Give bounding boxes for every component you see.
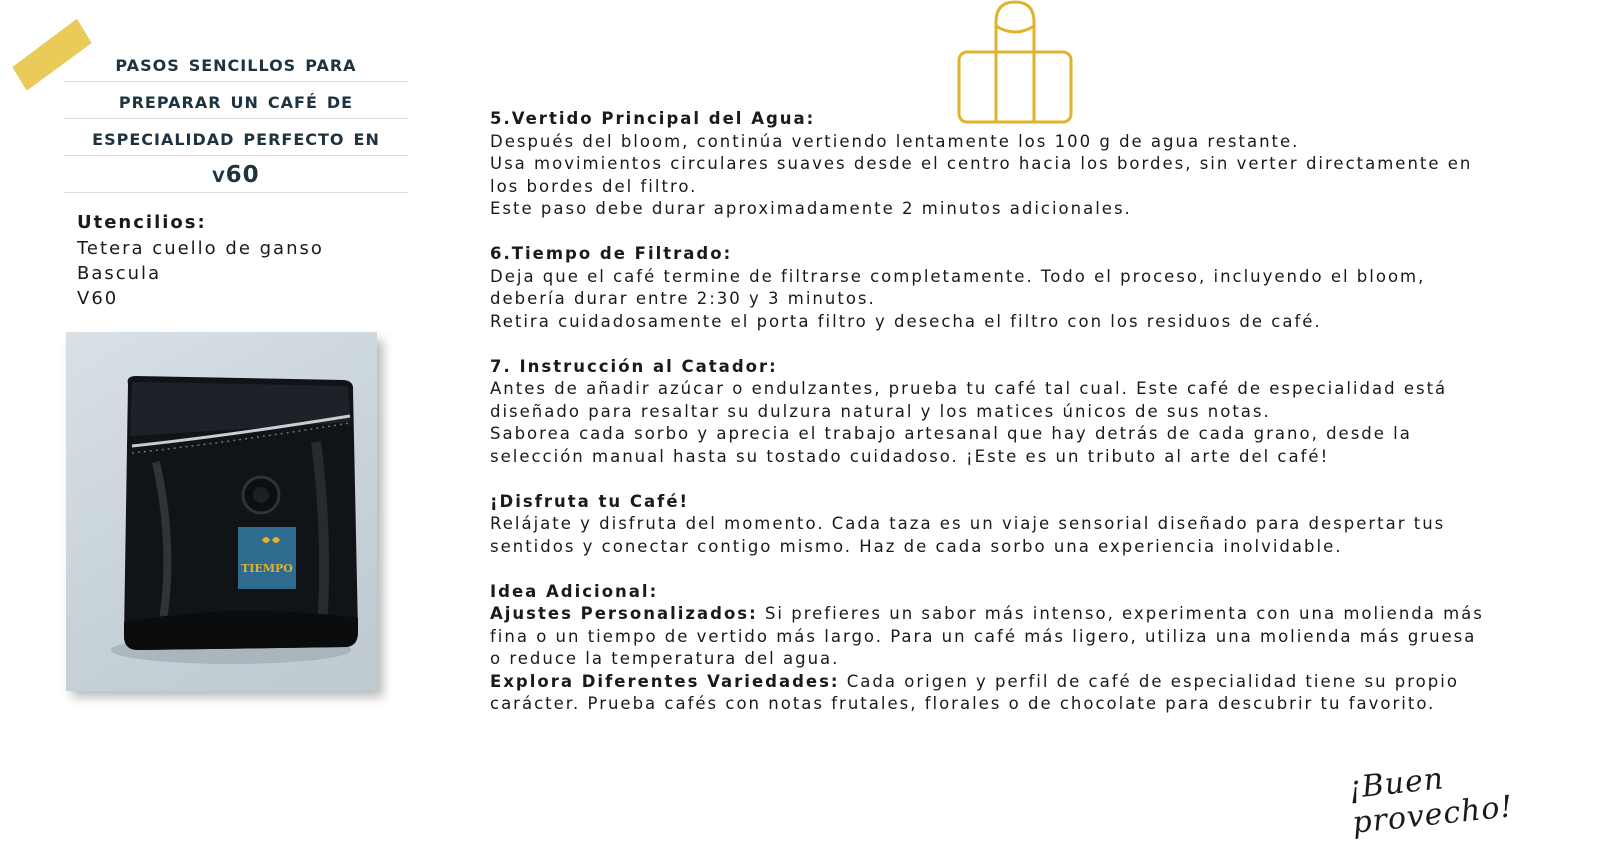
signature-text: ¡Buen provecho! (1347, 761, 1516, 841)
utensil-item: V60 (77, 288, 119, 309)
utensil-item: Tetera cuello de ganso (77, 238, 324, 259)
bag-brand-text: TIEMPO (241, 562, 293, 575)
utensils-list (77, 210, 324, 311)
idea-text: Si prefieres un sabor más intenso, experimenta con una molienda más fina o un tiempo de vertido más largo. Para un café más ligero, utiliza una molienda más gruesa o reduce la temperatura del agua. (490, 604, 1484, 668)
section-line: Antes de añadir azúcar o endulzantes, prueba tu café tal cual. Este café de especialidad está diseñado para resaltar su dulzura natural y los matices únicos de sus notas. (490, 379, 1448, 421)
idea-text: Cada origen y perfil de café de especialidad tiene su propio carácter. Prueba cafés con notas frutales, florales o de chocolate para descubrir tu favorito. (490, 671, 1459, 713)
title-block (64, 46, 408, 194)
utensil-item: Bascula (77, 263, 162, 284)
section-line: Relájate y disfruta del momento. Cada taza es un viaje sensorial diseñado para despertar tus sentidos y conectar contigo mismo. Haz de cada sorbo una experiencia inolvidable. (490, 514, 1446, 556)
section-line: Deja que el café termine de filtrarse completamente. Todo el proceso, incluyendo el bloom, debería durar entre 2:30 y 3 minutos. (490, 266, 1426, 308)
coffee-bag-image (66, 332, 377, 691)
section-line: Este paso debe durar aproximadamente 2 minutos adicionales. (490, 199, 1132, 218)
instructions-content (490, 108, 1490, 738)
section-heading: 7. Instrucción al Catador: (490, 356, 778, 376)
section-heading: 6.Tiempo de Filtrado: (490, 244, 733, 263)
section-6 (490, 243, 1490, 333)
section-heading: 5.Vertido Principal del Agua: (490, 109, 816, 128)
idea-label: Ajustes Personalizados: (490, 604, 758, 623)
section-line: Usa movimientos circulares suaves desde el centro hacia los bordes, sin verter directamente en los bordes del filtro. (490, 154, 1473, 196)
section-line: Retira cuidadosamente el porta filtro y desecha el filtro con los residuos de café. (490, 311, 1322, 331)
section-enjoy (490, 491, 1490, 559)
coffee-bag-photo (66, 332, 377, 689)
section-7 (490, 356, 1490, 469)
section-heading: ¡Disfruta tu Café! (490, 491, 690, 511)
section-idea (490, 581, 1490, 716)
utensils-heading: Utencilios: (77, 212, 207, 233)
section-5 (490, 108, 1490, 221)
idea-label: Explora Diferentes Variedades: (490, 671, 840, 691)
section-heading: Idea Adicional: (490, 581, 659, 601)
page-title: pasos sencillos para preparar un café de especialidad perfecto en v60 (64, 46, 408, 194)
section-line: Saborea cada sorbo y aprecia el trabajo artesanal que hay detrás de cada grano, desde la selección manual hasta su tostado cuidadoso. ¡Este es un tributo al arte del café! (490, 424, 1412, 466)
section-line: Después del bloom, continúa vertiendo lentamente los 100 g de agua restante. (490, 131, 1300, 151)
